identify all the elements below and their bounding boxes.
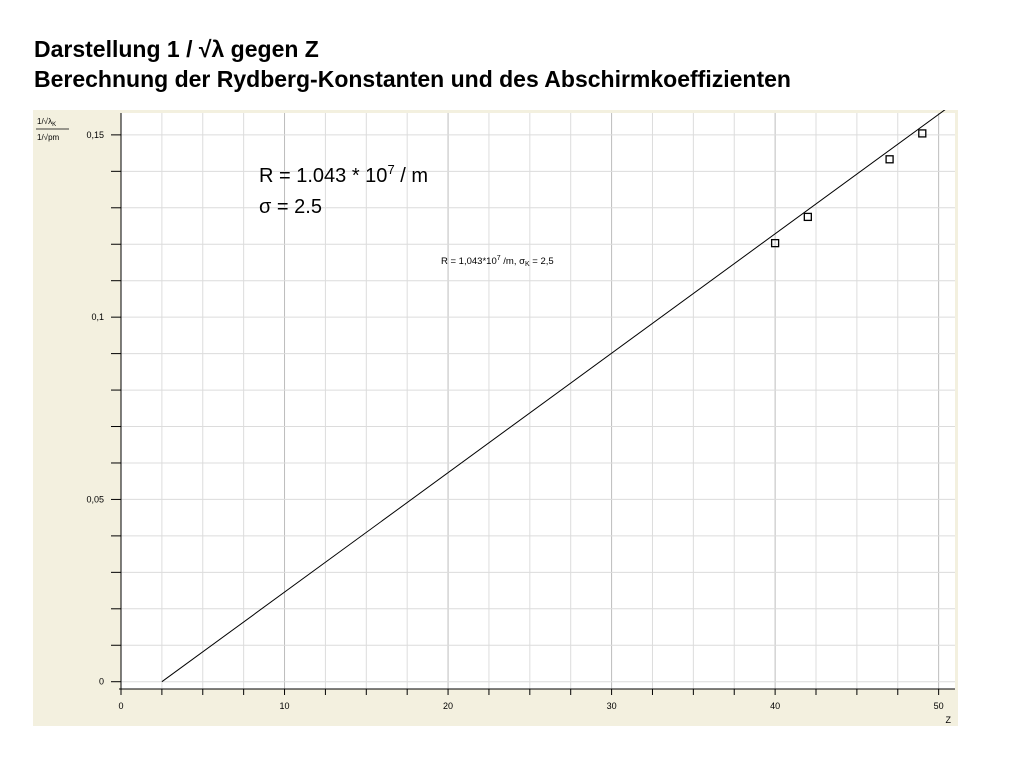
y-axis-label-line1: $1/√\lambda_K$ xyxy=(37,117,57,128)
slide-title xyxy=(34,34,994,94)
chart-frame xyxy=(33,110,958,726)
x-tick-label: 50 xyxy=(933,701,944,711)
data-point xyxy=(919,130,926,137)
y-tick-label: 0,15 xyxy=(86,129,104,140)
x-tick-label: 10 xyxy=(279,701,290,711)
fit-annotation-label: $R = 1,043*10^7$ /m, $\sigma_K = 2,5$ xyxy=(441,255,554,268)
y-tick-label: 0,1 xyxy=(91,312,104,323)
data-point xyxy=(804,213,811,220)
result-R-text: $R = 1.043 * 10^7 / m$ xyxy=(259,162,429,187)
x-tick-label: 20 xyxy=(443,701,454,711)
x-tick-label: 40 xyxy=(770,701,781,711)
result-sigma-text: σ = 2.5 xyxy=(259,196,322,218)
chart-svg xyxy=(33,110,958,726)
x-axis-label: Z xyxy=(945,715,951,725)
data-point xyxy=(886,156,893,163)
title-line-1: Darstellung 1 / √λ gegen Z xyxy=(34,36,319,62)
y-axis-label-line2: 1/√pm xyxy=(37,133,60,142)
y-tick-label: 0 xyxy=(98,676,104,687)
x-tick-label: 30 xyxy=(606,701,617,711)
y-tick-label: 0,05 xyxy=(86,494,104,505)
x-tick-label: 0 xyxy=(118,701,124,711)
title-line-2: Berechnung der Rydberg-Konstanten und des Abschirmkoeffizienten xyxy=(34,66,791,92)
